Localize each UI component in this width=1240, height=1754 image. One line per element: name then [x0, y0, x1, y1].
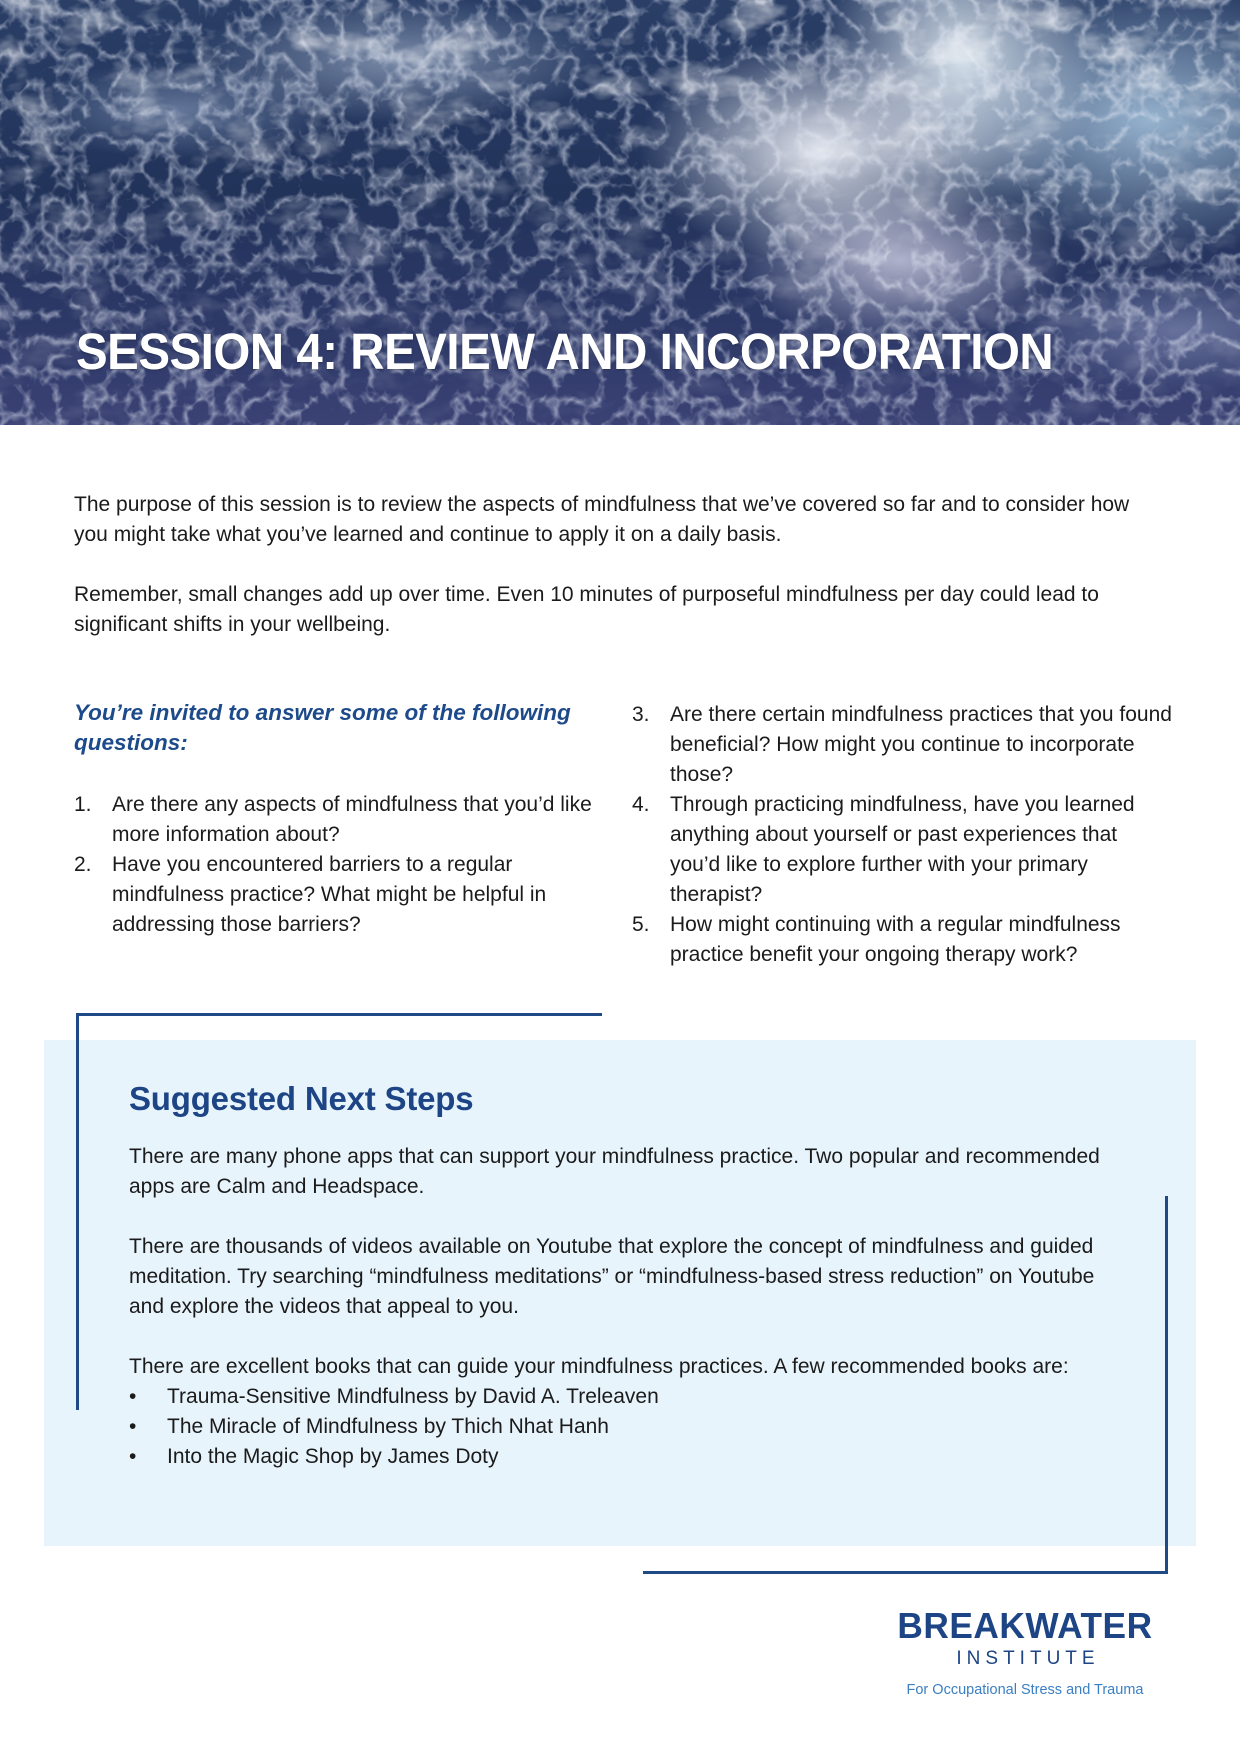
book-item: [129, 1442, 1129, 1472]
question-item: [632, 790, 1172, 910]
question-text: Have you encountered barriers to a regular mindfulness practice? What might be helpful in addressing those barriers?: [112, 853, 547, 936]
book-item: [129, 1382, 1129, 1412]
next-steps-heading: Suggested Next Steps: [129, 1080, 474, 1117]
bullet-icon: •: [129, 1415, 137, 1438]
question-number: 3.: [632, 703, 650, 726]
question-text: Through practicing mindfulness, have you learned anything about yourself or past experiences that you’d like to explore further with your primary therapist?: [670, 793, 1135, 906]
questions-heading: You’re invited to answer some of the following questions:: [74, 700, 571, 755]
bracket-line-top: [76, 1013, 602, 1016]
bracket-line-right: [1165, 1196, 1168, 1574]
header-ocean-image: [0, 0, 1240, 425]
question-item: [632, 910, 1172, 970]
question-text: Are there certain mindfulness practices that you found beneficial? How might you continue to incorporate those?: [670, 703, 1172, 786]
question-item: [632, 700, 1172, 790]
question-number: 2.: [74, 853, 92, 876]
breakwater-logo: [880, 1606, 1170, 1699]
logo-subtitle: INSTITUTE: [956, 1648, 1100, 1669]
intro-section: [74, 490, 1154, 670]
book-item: [129, 1412, 1129, 1442]
questions-list-right: [632, 700, 1172, 970]
question-number: 1.: [74, 793, 92, 816]
question-number: 4.: [632, 793, 650, 816]
bullet-icon: •: [129, 1385, 137, 1408]
bullet-icon: •: [129, 1445, 137, 1468]
question-item: [74, 850, 614, 940]
logo-tagline: For Occupational Stress and Trauma: [906, 1682, 1144, 1698]
next-steps-paragraph: There are many phone apps that can support your mindfulness practice. Two popular and recommended apps are Calm and Headspace.: [129, 1145, 1100, 1198]
intro-paragraph: Remember, small changes add up over time. Even 10 minutes of purposeful mindfulness per day could lead to significant shifts in your wellbeing.: [74, 583, 1099, 636]
page-title: SESSION 4: REVIEW AND INCORPORATION: [76, 323, 1054, 380]
book-list: [129, 1382, 1129, 1472]
logo-wordmark: BREAKWATER: [897, 1605, 1153, 1646]
book-title: The Miracle of Mindfulness by Thich Nhat Hanh: [167, 1415, 609, 1438]
book-title: Trauma-Sensitive Mindfulness by David A. Treleaven: [167, 1385, 659, 1408]
question-text: Are there any aspects of mindfulness that you’d like more information about?: [112, 793, 592, 846]
bracket-line-bottom: [643, 1571, 1168, 1574]
questions-list-left: [74, 790, 614, 940]
next-steps-content: [129, 1142, 1129, 1472]
question-text: How might continuing with a regular mindfulness practice benefit your ongoing therapy work?: [670, 913, 1121, 966]
intro-paragraph: The purpose of this session is to review the aspects of mindfulness that we’ve covered so far and to consider how you might take what you’ve learned and continue to apply it on a daily basis.: [74, 493, 1130, 546]
question-item: [74, 790, 614, 850]
question-number: 5.: [632, 913, 650, 936]
next-steps-paragraph: There are thousands of videos available on Youtube that explore the concept of mindfulness and guided meditation. Try searching “mindfulness meditations” or “mindfulness-based stress reduction” on Youtube and explore the videos that appeal to you.: [129, 1235, 1095, 1318]
next-steps-paragraph: There are excellent books that can guide your mindfulness practices. A few recommended books are:: [129, 1355, 1069, 1378]
bracket-line-left: [76, 1013, 79, 1410]
book-title: Into the Magic Shop by James Doty: [167, 1445, 499, 1468]
